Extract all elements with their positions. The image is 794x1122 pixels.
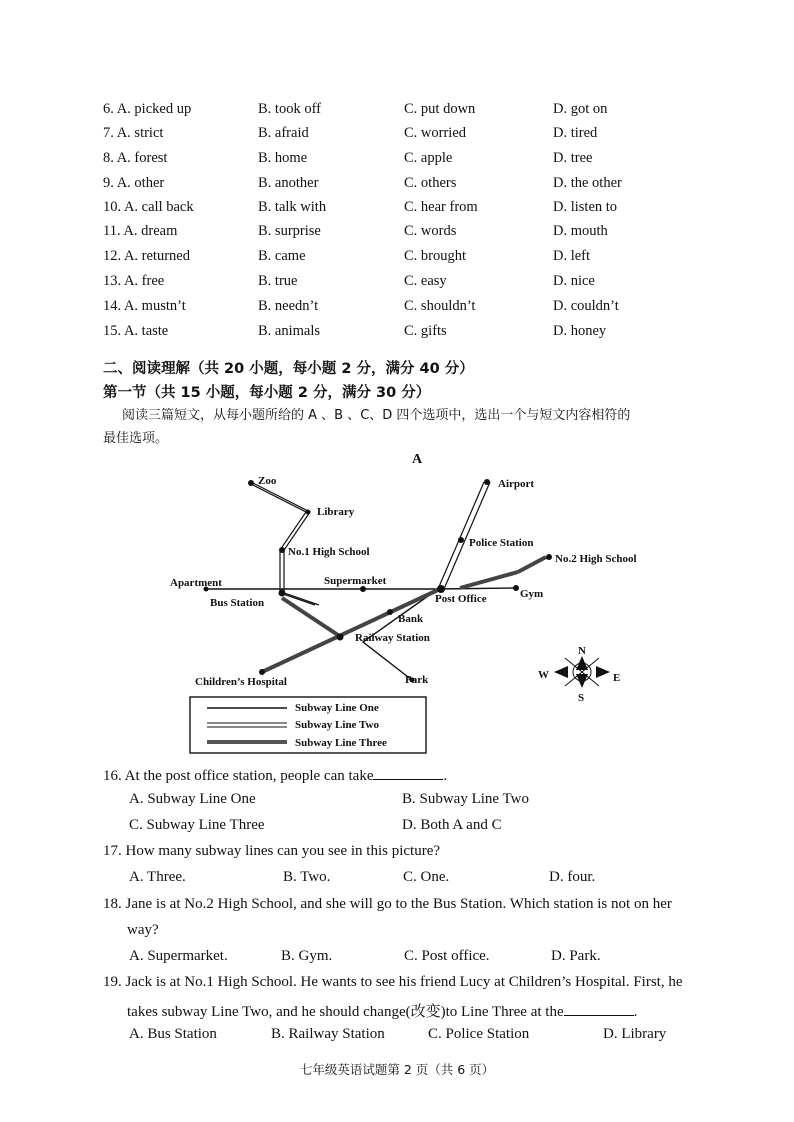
option-d: D. listen to — [553, 199, 618, 215]
q18-option-b: B. Gym. — [281, 948, 333, 964]
question-16: 16. At the post office station, people can take . — [103, 765, 447, 785]
label-no1-high-school: No.1 High School — [288, 546, 370, 558]
q16-option-d: D. Both A and C — [402, 817, 502, 833]
label-gym: Gym — [520, 588, 544, 600]
option-b: B. came — [258, 248, 306, 264]
q17-option-d: D. four. — [549, 869, 596, 885]
option-c: C. worried — [404, 125, 467, 141]
q17-option-a: A. Three. — [129, 869, 186, 885]
label-library: Library — [317, 506, 355, 518]
option-a: 12. A. returned — [103, 248, 190, 264]
label-no2-high-school: No.2 High School — [555, 553, 637, 565]
option-c: C. brought — [404, 248, 467, 264]
option-d: D. got on — [553, 101, 608, 117]
option-d: D. tired — [553, 125, 598, 141]
label-bank: Bank — [398, 613, 424, 625]
label-park: Park — [405, 674, 429, 686]
option-d: D. tree — [553, 150, 593, 166]
option-a: 7. A. strict — [103, 125, 164, 141]
q18-option-a: A. Supermarket. — [129, 948, 228, 964]
q18-option-d: D. Park. — [551, 948, 601, 964]
legend-line-one: Subway Line One — [295, 702, 379, 714]
q18-option-c: C. Post office. — [404, 948, 490, 964]
question-19: 19. Jack is at No.1 High School. He wants to see his friend Lucy at Children’s Hospital. First, he — [103, 974, 683, 990]
option-c: C. shouldn’t — [404, 298, 476, 314]
option-d: D. couldn’t — [553, 298, 619, 314]
option-a: 13. A. free — [103, 273, 165, 289]
label-bus-station: Bus Station — [210, 597, 265, 609]
label-police-station: Police Station — [469, 537, 534, 549]
option-b: B. another — [258, 175, 319, 191]
option-a: 11. A. dream — [103, 223, 178, 239]
option-c: C. others — [404, 175, 457, 191]
option-b: B. took off — [258, 101, 321, 117]
q19-option-d: D. Library — [603, 1026, 667, 1042]
answer-blank[interactable] — [373, 765, 443, 780]
legend-line-two: Subway Line Two — [295, 719, 379, 731]
compass-w: W — [538, 669, 549, 681]
q19-option-c: C. Police Station — [428, 1026, 530, 1042]
question-17: 17. How many subway lines can you see in this picture? — [103, 843, 441, 859]
label-childrens-hospital: Children’s Hospital — [195, 676, 287, 688]
label-railway-station: Railway Station — [355, 632, 430, 644]
instruction-line-1: 阅读三篇短文，从每小题所给的 A 、B 、C、D 四个选项中，选出一个与短文内容相符的 — [122, 408, 631, 423]
option-c: C. hear from — [404, 199, 478, 215]
question-16-stem: 16. At the post office station, people can take — [103, 768, 374, 784]
q17-option-b: B. Two. — [283, 869, 331, 885]
option-d: D. mouth — [553, 223, 608, 239]
q16-option-b: B. Subway Line Two — [402, 791, 530, 807]
option-a: 6. A. picked up — [103, 101, 192, 117]
section-subtitle: 第一节（共 15 小题，每小题 2 分，满分 30 分） — [103, 385, 431, 401]
option-b: B. animals — [258, 323, 321, 339]
option-c: C. easy — [404, 273, 447, 289]
subway-map — [160, 465, 720, 765]
label-apartment: Apartment — [170, 577, 222, 589]
q19-option-b: B. Railway Station — [271, 1026, 385, 1042]
section-title: 二、阅读理解（共 20 小题，每小题 2 分，满分 40 分） — [103, 361, 474, 377]
q17-option-c: C. One. — [403, 869, 450, 885]
option-d: D. nice — [553, 273, 595, 289]
passage-label: A — [412, 452, 423, 467]
q16-option-a: A. Subway Line One — [129, 791, 256, 807]
compass-s: S — [578, 692, 585, 704]
label-supermarket: Supermarket — [324, 575, 387, 587]
instruction-line-2: 最佳选项。 — [103, 431, 169, 446]
label-airport: Airport — [498, 478, 535, 490]
option-d: D. honey — [553, 323, 607, 339]
compass-n: N — [578, 645, 586, 657]
option-b: B. talk with — [258, 199, 327, 215]
question-19-continued: takes subway Line Two, and he should change(改变)to Line Three at the . — [127, 1000, 637, 1021]
page-footer: 七年级英语试题第 2 页（共 6 页） — [299, 1062, 495, 1077]
option-a: 14. A. mustn’t — [103, 298, 186, 314]
question-18: 18. Jane is at No.2 High School, and she will go to the Bus Station. Which station is not on her — [103, 896, 672, 912]
compass-e: E — [613, 672, 621, 684]
option-b: B. afraid — [258, 125, 309, 141]
option-b: B. true — [258, 273, 298, 289]
option-d: D. left — [553, 248, 591, 264]
q19-option-a: A. Bus Station — [129, 1026, 217, 1042]
option-c: C. gifts — [404, 323, 447, 339]
map-legend — [190, 697, 426, 753]
option-c: C. apple — [404, 150, 453, 166]
option-a: 15. A. taste — [103, 323, 169, 339]
label-post-office: Post Office — [435, 593, 487, 605]
option-a: 9. A. other — [103, 175, 165, 191]
option-a: 8. A. forest — [103, 150, 168, 166]
q16-option-c: C. Subway Line Three — [129, 817, 265, 833]
answer-blank[interactable] — [564, 1001, 634, 1016]
option-b: B. home — [258, 150, 308, 166]
option-b: B. needn’t — [258, 298, 319, 314]
question-18-continued: way? — [127, 922, 159, 938]
label-zoo: Zoo — [258, 475, 277, 487]
compass-rose-icon — [538, 645, 620, 704]
legend-line-three: Subway Line Three — [295, 737, 387, 749]
option-a: 10. A. call back — [103, 199, 194, 215]
option-d: D. the other — [553, 175, 622, 191]
option-b: B. surprise — [258, 223, 321, 239]
option-c: C. put down — [404, 101, 476, 117]
option-c: C. words — [404, 223, 457, 239]
